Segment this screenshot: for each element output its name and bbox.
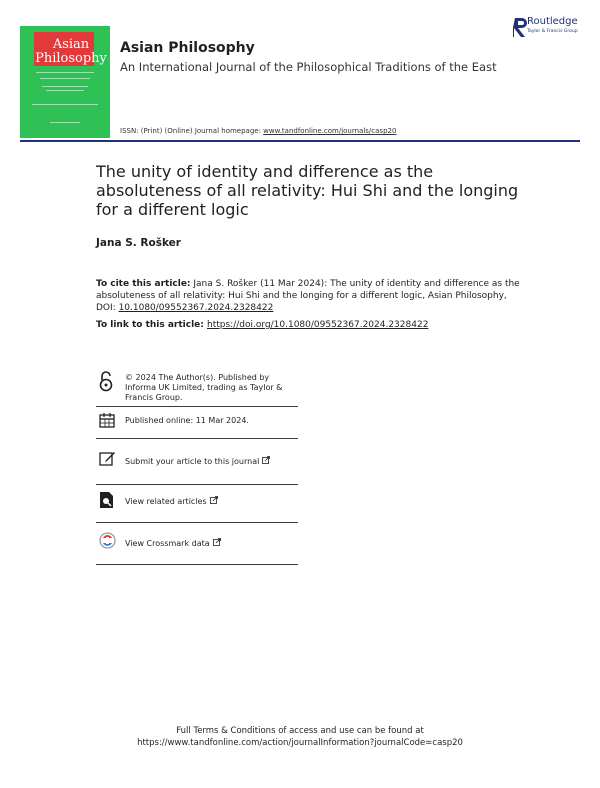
journal-name: Asian Philosophy (120, 40, 255, 56)
open-access-row (96, 366, 298, 407)
submit-label: Submit your article to this journal (125, 457, 260, 466)
crossmark-row[interactable] (96, 522, 298, 565)
doi-link[interactable]: 10.1080/09552367.2024.2328422 (118, 303, 274, 313)
issn-line (120, 127, 396, 135)
cover-rule (32, 104, 98, 105)
terms-footer (0, 725, 600, 749)
author-name: Jana S. Rošker (96, 237, 181, 249)
related-articles-link[interactable] (125, 496, 218, 507)
article-url-link[interactable]: https://doi.org/10.1080/09552367.2024.2328422 (207, 320, 429, 330)
cover-rule (40, 78, 90, 79)
article-title: The unity of identity and difference as the absoluteness of all relativity: Hui Shi and the longing for a different logic (96, 162, 519, 219)
cover-title-box (34, 32, 107, 66)
crossmark-icon (99, 532, 116, 549)
link-label: To link to this article: (96, 320, 208, 330)
published-row (96, 406, 298, 439)
calendar-icon (99, 412, 115, 428)
cover-rule (46, 90, 84, 91)
citation-block (96, 278, 526, 314)
related-label: View related articles (125, 497, 207, 506)
header-rule (20, 140, 580, 142)
copyright-text: © 2024 The Author(s). Published by Informa UK Limited, trading as Taylor & Francis Group. (125, 373, 283, 402)
external-link-icon (262, 456, 270, 464)
crossmark-label: View Crossmark data (125, 539, 210, 548)
open-access-icon (99, 370, 113, 392)
citation-label: To cite this article: (96, 279, 191, 289)
edit-icon (99, 450, 116, 467)
published-date: Published online: 11 Mar 2024. (125, 416, 249, 425)
related-articles-icon (99, 491, 115, 509)
submit-article-link[interactable] (125, 456, 270, 467)
journal-cover (20, 26, 110, 138)
citation-text: Jana S. Rošker (11 Mar 2024): The unity of identity and difference as the absoluteness of all relativity: Hui Shi and the longing for a different logic, Asian Philosophy, DOI: (96, 279, 520, 313)
routledge-tagline: Taylor & Francis Group (527, 29, 578, 34)
journal-homepage-link[interactable]: www.tandfonline.com/journals/casp20 (263, 127, 397, 135)
related-row[interactable] (96, 484, 298, 523)
terms-url[interactable]: https://www.tandfonline.com/action/journalInformation?journalCode=casp20 (137, 738, 463, 748)
external-link-icon (210, 496, 218, 504)
journal-subtitle: An International Journal of the Philosophical Traditions of the East (120, 60, 497, 74)
cover-rule (36, 72, 94, 73)
routledge-wordmark: Routledge (527, 16, 578, 27)
cover-rule (50, 122, 80, 123)
issn-label: ISSN: (Print) (Online) Journal homepage: (120, 127, 264, 135)
cover-title: Asian Philosophy (35, 37, 107, 66)
submit-row[interactable] (96, 438, 298, 485)
external-link-icon (213, 538, 221, 546)
cover-rule (42, 86, 88, 87)
crossmark-link[interactable] (125, 538, 221, 549)
routledge-logo (513, 16, 593, 40)
terms-line: Full Terms & Conditions of access and use can be found at (176, 726, 424, 736)
article-link-line (96, 320, 428, 330)
